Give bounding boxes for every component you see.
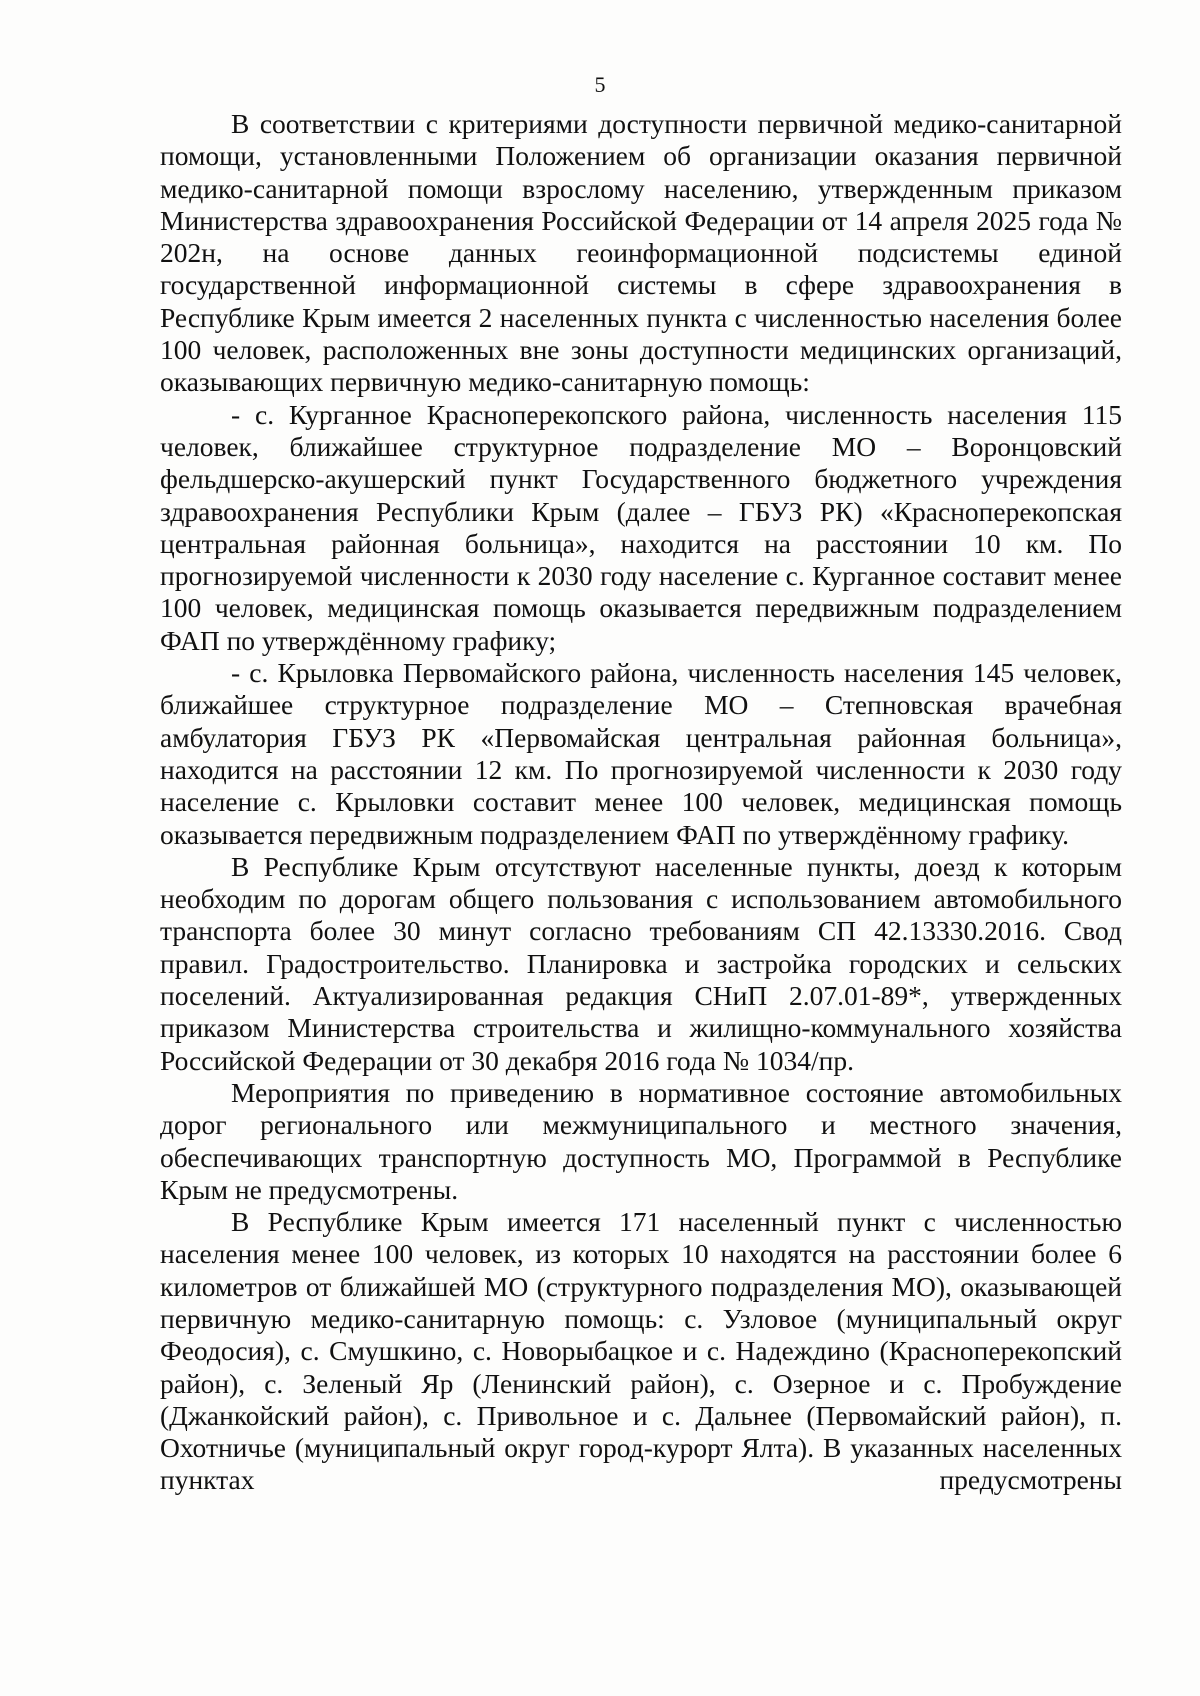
paragraph-small-settlements: В Республике Крым имеется 171 населенный пункт с численностью населения менее 100 человек, из которых 10 находятся на расстоянии более 6 километров от ближайшей МО (структурного подразделения МО), оказывающей первичную медико-санитарную помощь: с. Узловое (муниципальный округ Феодосия), с. Смушкино, с. Новорыбацкое и с. Надеждино (Красноперекопский район), с. Зеленый Яр (Ленинский район), с. Озерное и с. Пробуждение (Джанкойский район), с. Привольное и с. Дальнее (Первомайский район), п. Охотничье (муниципальный округ город-курорт Ялта). В указанных населенных пунктах предусмотрены — [160, 1206, 1122, 1496]
paragraph-kurgannoe: - с. Курганное Красноперекопского района, численность населения 115 человек, ближайшее структурное подразделение МО – Воронцовский фельдшерско-акушерский пункт Государственного бюджетного учреждения здравоохранения Республики Крым (далее – ГБУЗ РК) «Красноперекопская центральная районная больница», находится на расстоянии 10 км. По прогнозируемой численности к 2030 году население с. Курганное составит менее 100 человек, медицинская помощь оказывается передвижным подразделением ФАП по утверждённому графику; — [160, 398, 1122, 656]
paragraph-road-measures: Мероприятия по приведению в нормативное состояние автомобильных дорог регионального или межмуниципального и местного значения, обеспечивающих транспортную доступность МО, Программой в Республике Крым не предусмотрены. — [160, 1076, 1122, 1205]
document-body — [160, 108, 1122, 1497]
page-number: 5 — [594, 72, 606, 97]
paragraph-krylovka: - с. Крыловка Первомайского района, численность населения 145 человек, ближайшее структурное подразделение МО – Степновская врачебная амбулатория ГБУЗ РК «Первомайская центральная районная больница», находится на расстоянии 12 км. По прогнозируемой численности к 2030 году население с. Крыловки составит менее 100 человек, медицинская помощь оказывается передвижным подразделением ФАП по утверждённому графику. — [160, 657, 1122, 850]
paragraph-travel-time: В Республике Крым отсутствуют населенные пункты, доезд к которым необходим по дорогам общего пользования с использованием автомобильного транспорта более 30 минут согласно требованиям СП 42.13330.2016. Свод правил. Градостроительство. Планировка и застройка городских и сельских поселений. Актуализированная редакция СНиП 2.07.01-89*, утвержденных приказом Министерства строительства и жилищно-коммунального хозяйства Российской Федерации от 30 декабря 2016 года № 1034/пр. — [160, 850, 1122, 1076]
paragraph-accessibility-criteria: В соответствии с критериями доступности первичной медико-санитарной помощи, установленными Положением об организации оказания первичной медико-санитарной помощи взрослому населению, утвержденным приказом Министерства здравоохранения Российской Федерации от 14 апреля 2025 года № 202н, на основе данных геоинформационной подсистемы единой государственной информационной системы в сфере здравоохранения в Республике Крым имеется 2 населенных пункта с численностью населения более 100 человек, расположенных вне зоны доступности медицинских организаций, оказывающих первичную медико-санитарную помощь: — [160, 108, 1122, 398]
